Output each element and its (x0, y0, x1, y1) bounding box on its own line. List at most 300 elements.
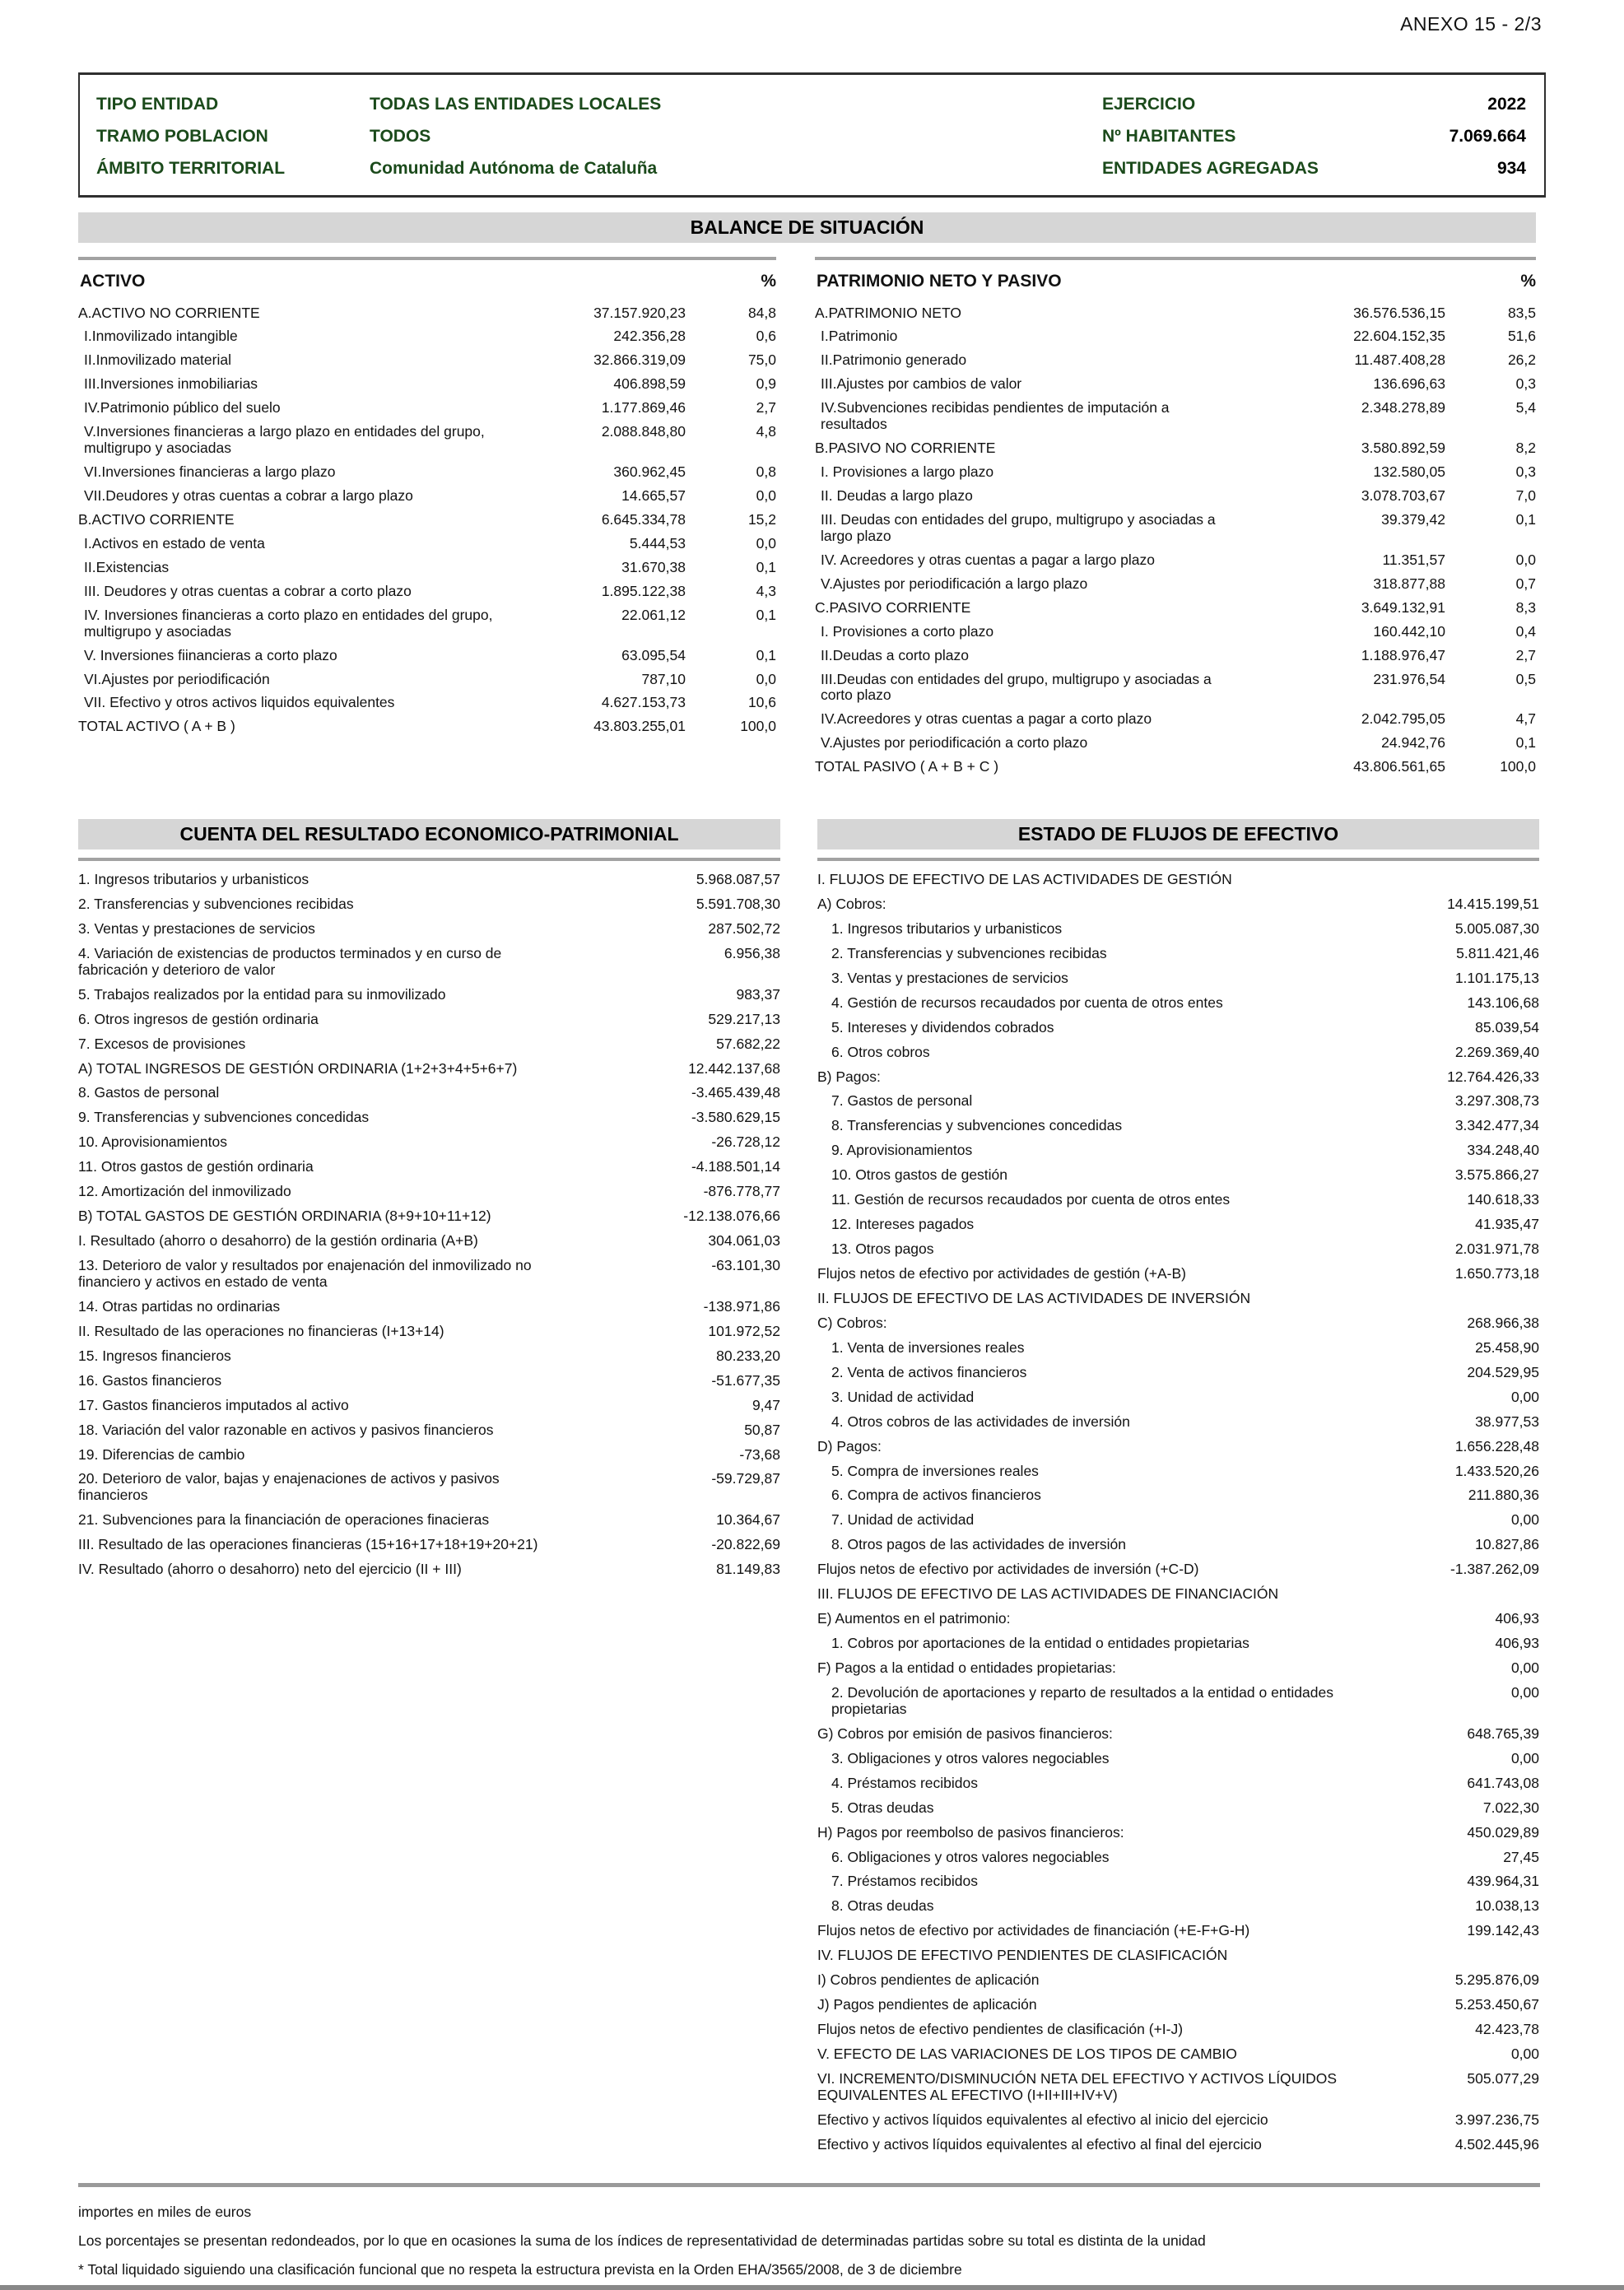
row-amount: 14.665,57 (621, 487, 686, 504)
table-row (817, 1993, 1539, 2018)
table-row (78, 421, 776, 461)
table-row (78, 1057, 780, 1082)
row-percent: 84,8 (747, 304, 776, 321)
row-amount: 983,37 (736, 985, 780, 1003)
row-percent: 0,6 (756, 328, 776, 345)
row-amount: 80.233,20 (716, 1347, 780, 1364)
row-amount: 3.342.477,34 (1454, 1117, 1539, 1134)
cashflow-rows (817, 868, 1539, 2157)
row-label: B.PASIVO NO CORRIENTE (815, 440, 996, 457)
row-label: 5. Compra de inversiones reales (831, 1462, 1039, 1479)
row-amount: 1.177.869,46 (601, 399, 686, 417)
row-amount: 648.765,39 (1467, 1724, 1539, 1742)
table-row (817, 1065, 1539, 1090)
row-amount: 5.295.876,09 (1454, 1971, 1539, 1989)
footer-units-note: importes en miles de euros (78, 2204, 252, 2220)
table-row (817, 1681, 1539, 1722)
balance-title-bar (78, 212, 1536, 243)
row-amount: -20.822,69 (711, 1536, 780, 1553)
row-amount: 0,00 (1510, 1659, 1539, 1676)
row-label: F) Pagos a la entidad o entidades propietarias: (817, 1659, 1116, 1676)
row-amount: 12.442.137,68 (688, 1059, 780, 1077)
row-label: I. Resultado (ahorro o desahorro) de la gestión ordinaria (A+B) (78, 1232, 478, 1250)
row-amount: 231.976,54 (1373, 670, 1445, 687)
table-row (78, 1254, 780, 1295)
table-row (78, 1533, 780, 1557)
table-row (78, 325, 776, 349)
income-title-bar (78, 819, 780, 849)
row-amount: 334.248,40 (1467, 1142, 1539, 1159)
row-percent: 0,1 (756, 606, 776, 623)
income-column (78, 858, 780, 1582)
footer-rounding-note: Los porcentajes se presentan redondeados, por lo que en ocasiones la suma de los índices de representatividad de determinadas partidas sobre su total es distinta de la unidad (78, 2232, 1206, 2249)
row-label: 4. Otros cobros de las actividades de inversión (831, 1413, 1130, 1430)
row-label: Flujos netos de efectivo por actividades de gestión (+A-B) (817, 1265, 1186, 1282)
balance-title: BALANCE DE SITUACIÓN (690, 216, 924, 238)
row-label: 1. Ingresos tributarios y urbanisticos (78, 871, 309, 887)
row-percent: 0,5 (1515, 670, 1536, 687)
row-percent: 2,7 (1515, 646, 1536, 663)
table-row (817, 1943, 1539, 1968)
report-header-box (78, 72, 1546, 198)
table-row (817, 1237, 1539, 1262)
row-label: 15. Ingresos financieros (78, 1347, 231, 1364)
table-row (78, 1081, 780, 1105)
table-row (78, 942, 780, 983)
row-amount: 4.502.445,96 (1454, 2135, 1539, 2153)
row-label: 4. Gestión de recursos recaudados por cuenta de otros entes (831, 994, 1223, 1011)
row-amount: 12.764.426,33 (1447, 1068, 1539, 1085)
row-label: 4. Préstamos recibidos (831, 1774, 978, 1791)
row-label: TOTAL ACTIVO ( A + B ) (78, 718, 235, 735)
row-label: 16. Gastos financieros (78, 1371, 222, 1389)
income-rows (78, 868, 780, 1582)
cashflow-title-bar (817, 819, 1539, 849)
row-label: 9. Transferencias y subvenciones concedidas (78, 1109, 370, 1126)
table-row (815, 732, 1536, 756)
row-amount: 27,45 (1503, 1848, 1539, 1865)
row-amount: 101.972,52 (708, 1322, 780, 1339)
row-label: I. Provisiones a largo plazo (821, 463, 994, 481)
row-label: 19. Diferencias de cambio (78, 1445, 245, 1463)
row-label: I. Provisiones a corto plazo (821, 622, 994, 640)
row-amount: 10.038,13 (1475, 1897, 1539, 1915)
row-amount: -51.677,35 (711, 1371, 780, 1389)
row-label: 1. Ingresos tributarios y urbanisticos (831, 919, 1063, 937)
row-amount: 5.811.421,46 (1456, 944, 1539, 961)
table-row (815, 756, 1536, 780)
row-label: B.ACTIVO CORRIENTE (78, 510, 235, 528)
table-row (78, 1295, 780, 1320)
row-percent: 26,2 (1507, 351, 1536, 369)
pasivo-column (815, 257, 1536, 780)
row-label: 7. Préstamos recibidos (831, 1873, 978, 1890)
table-row (815, 461, 1536, 485)
table-row (815, 325, 1536, 349)
row-label: 6. Obligaciones y otros valores negociables (831, 1848, 1110, 1865)
row-amount: 5.005.087,30 (1454, 919, 1539, 937)
row-amount: 10.364,67 (716, 1511, 780, 1529)
row-label: VI. INCREMENTO/DISMINUCIÓN NETA DEL EFECTIVO Y ACTIVOS LÍQUIDOS EQUIVALENTES AL EFECTIVO (I+II+III+IV+V) (817, 2069, 1338, 2103)
column-divider (815, 257, 1536, 260)
row-amount: -26.728,12 (711, 1133, 780, 1151)
row-label: II.Patrimonio generado (821, 351, 967, 369)
row-label: A) TOTAL INGRESOS DE GESTIÓN ORDINARIA (1+2+3+4+5+6+7) (78, 1059, 518, 1077)
row-amount: 787,10 (641, 670, 686, 687)
table-row (78, 1032, 780, 1057)
row-amount: 5.444,53 (629, 534, 686, 552)
table-row (817, 1163, 1539, 1188)
table-row (817, 1869, 1539, 1894)
row-label: 7. Gastos de personal (831, 1092, 973, 1110)
row-percent: 10,6 (747, 694, 776, 711)
row-percent: 2,7 (756, 399, 776, 417)
row-label: V.Ajustes por periodificación a largo plazo (821, 575, 1088, 592)
row-amount: -12.138.076,66 (683, 1208, 780, 1225)
row-label: 17. Gastos financieros imputados al activo (78, 1396, 349, 1413)
row-label: II. FLUJOS DE EFECTIVO DE LAS ACTIVIDADES DE INVERSIÓN (817, 1289, 1251, 1306)
row-amount: 3.575.866,27 (1454, 1166, 1539, 1184)
row-label: II. Deudas a largo plazo (821, 487, 973, 504)
row-percent: 0,0 (756, 487, 776, 504)
row-label: E) Aumentos en el patrimonio: (817, 1610, 1011, 1627)
row-percent: 0,9 (756, 375, 776, 393)
row-label: 2. Devolución de aportaciones y reparto de resultados a la entidad o entidades propietarias (831, 1683, 1333, 1717)
table-row (817, 1968, 1539, 1993)
row-label: Flujos netos de efectivo pendientes de clasificación (+I-J) (817, 2021, 1184, 2038)
table-row (815, 397, 1536, 437)
row-label: A.ACTIVO NO CORRIENTE (78, 304, 260, 321)
header-left-label: ÁMBITO TERRITORIAL (96, 159, 286, 179)
row-label: 14. Otras partidas no ordinarias (78, 1297, 281, 1315)
row-label: III. FLUJOS DE EFECTIVO DE LAS ACTIVIDADES DE FINANCIACIÓN (817, 1585, 1279, 1603)
row-amount: 4.627.153,73 (601, 694, 686, 711)
row-amount: 3.297.308,73 (1454, 1092, 1539, 1110)
table-row (78, 603, 776, 644)
table-row (817, 1262, 1539, 1287)
row-amount: 39.379,42 (1381, 510, 1445, 528)
row-amount: -876.778,77 (703, 1183, 780, 1200)
row-label: 3. Ventas y prestaciones de servicios (78, 919, 315, 937)
column-divider (78, 257, 776, 260)
pasivo-rows (815, 301, 1536, 780)
row-amount: 406,93 (1495, 1635, 1539, 1652)
row-amount: 1.188.976,47 (1361, 646, 1445, 663)
row-label: I) Cobros pendientes de aplicación (817, 1971, 1040, 1989)
table-row (817, 1796, 1539, 1821)
row-label: 8. Otras deudas (831, 1897, 934, 1915)
table-row (78, 556, 776, 579)
row-amount: 3.078.703,67 (1361, 487, 1445, 504)
row-label: V. Inversiones fiinancieras a corto plazo (84, 646, 337, 663)
row-label: B) Pagos: (817, 1068, 881, 1085)
row-label: IV. Acreedores y otras cuentas a pagar a largo plazo (821, 551, 1155, 568)
header-right-label: EJERCICIO (1102, 94, 1196, 114)
table-row (78, 1557, 780, 1582)
row-amount: 0,00 (1510, 1749, 1539, 1766)
row-label: III.Ajustes por cambios de valor (821, 375, 1022, 393)
table-row (817, 1336, 1539, 1361)
row-percent: 7,0 (1515, 487, 1536, 504)
row-label: 6. Otros ingresos de gestión ordinaria (78, 1010, 319, 1027)
row-amount: 204.529,95 (1467, 1363, 1539, 1380)
row-label: 8. Gastos de personal (78, 1084, 220, 1101)
row-amount: 406,93 (1495, 1610, 1539, 1627)
table-row (817, 1361, 1539, 1385)
row-amount: 2.031.971,78 (1454, 1240, 1539, 1258)
row-label: III.Deudas con entidades del grupo, multigrupo y asociadas a corto plazo (821, 670, 1212, 704)
row-amount: 14.415.199,51 (1447, 895, 1539, 912)
row-label: A) Cobros: (817, 895, 886, 912)
table-row (78, 1320, 780, 1344)
row-amount: 31.670,38 (621, 558, 686, 575)
row-percent: 0,4 (1515, 622, 1536, 640)
row-label: 13. Deterioro de valor y resultados por enajenación del inmovilizado no financiero y activos en estado de venta (78, 1257, 532, 1290)
row-amount: 43.803.255,01 (593, 718, 686, 735)
table-row (78, 668, 776, 691)
table-row (817, 1459, 1539, 1484)
row-label: Efectivo y activos líquidos equivalentes al efectivo al inicio del ejercicio (817, 2111, 1268, 2128)
row-label: Flujos netos de efectivo por actividades de inversión (+C-D) (817, 1561, 1199, 1578)
table-row (817, 1040, 1539, 1065)
row-label: IV.Patrimonio público del suelo (84, 399, 281, 417)
table-row (817, 1410, 1539, 1435)
row-amount: 3.649.132,91 (1361, 598, 1445, 616)
table-row (817, 1771, 1539, 1796)
header-field-row (96, 95, 1526, 114)
activo-column-header (78, 267, 776, 301)
row-label: 13. Otros pagos (831, 1240, 934, 1258)
table-row (817, 1631, 1539, 1656)
row-amount: 5.253.450,67 (1454, 1996, 1539, 2013)
row-amount: 3.997.236,75 (1454, 2111, 1539, 2128)
row-label: IV.Acreedores y otras cuentas a pagar a corto plazo (821, 710, 1152, 728)
row-label: IV. Resultado (ahorro o desahorro) neto del ejercicio (II + III) (78, 1561, 462, 1578)
table-row (817, 1919, 1539, 1943)
row-label: C.PASIVO CORRIENTE (815, 598, 971, 616)
row-amount: 242.356,28 (613, 328, 686, 345)
page-annotation: ANEXO 15 - 2/3 (1400, 13, 1542, 35)
table-row (817, 1287, 1539, 1311)
row-amount: -1.387.262,09 (1450, 1561, 1539, 1578)
row-amount: 25.458,90 (1475, 1338, 1539, 1356)
row-amount: 1.895.122,38 (601, 582, 686, 599)
row-amount: 6.645.334,78 (601, 510, 686, 528)
row-percent: 4,8 (756, 423, 776, 440)
row-amount: 641.743,08 (1467, 1774, 1539, 1791)
row-percent: 0,3 (1515, 463, 1536, 481)
row-label: G) Cobros por emisión de pasivos financieros: (817, 1724, 1113, 1742)
row-percent: 83,5 (1507, 304, 1536, 321)
row-label: 7. Unidad de actividad (831, 1511, 975, 1529)
table-row (78, 917, 780, 942)
row-label: II.Deudas a corto plazo (821, 646, 969, 663)
table-row (817, 917, 1539, 942)
row-label: 8. Transferencias y subvenciones concedidas (831, 1117, 1123, 1134)
row-label: 9. Aprovisionamientos (831, 1142, 973, 1159)
table-row (817, 1114, 1539, 1138)
table-row (817, 1821, 1539, 1845)
row-amount: 1.101.175,13 (1454, 969, 1539, 986)
row-amount: -3.465.439,48 (691, 1084, 780, 1101)
table-row (78, 1229, 780, 1254)
table-row (815, 596, 1536, 620)
table-row (815, 373, 1536, 397)
row-label: IV.Subvenciones recibidas pendientes de imputación a resultados (821, 399, 1170, 433)
table-row (78, 892, 780, 917)
row-percent: 0,1 (756, 558, 776, 575)
table-row (78, 1467, 780, 1508)
row-amount: -73,68 (739, 1445, 780, 1463)
row-label: C) Cobros: (817, 1314, 887, 1331)
row-label: I. FLUJOS DE EFECTIVO DE LAS ACTIVIDADES DE GESTIÓN (817, 871, 1232, 887)
row-percent: 75,0 (747, 351, 776, 369)
row-amount: 287.502,72 (708, 919, 780, 937)
row-amount: 1.650.773,18 (1454, 1265, 1539, 1282)
row-label: I.Activos en estado de venta (84, 534, 265, 552)
table-row (78, 349, 776, 373)
row-amount: 2.269.369,40 (1454, 1043, 1539, 1060)
table-row (817, 1385, 1539, 1410)
row-amount: 2.348.278,89 (1361, 399, 1445, 417)
row-amount: -63.101,30 (711, 1257, 780, 1273)
row-amount: 0,00 (1510, 1388, 1539, 1405)
table-row (817, 991, 1539, 1016)
row-percent: 0,1 (756, 646, 776, 663)
row-label: 7. Excesos de provisiones (78, 1035, 246, 1052)
row-amount: -3.580.629,15 (691, 1109, 780, 1126)
row-label: II.Existencias (84, 558, 170, 575)
table-row (817, 1722, 1539, 1747)
table-row (78, 983, 780, 1008)
table-row (78, 868, 780, 892)
row-amount: 132.580,05 (1373, 463, 1445, 481)
row-label: V.Ajustes por periodificación a corto plazo (821, 734, 1088, 752)
header-left-label: TIPO ENTIDAD (96, 94, 219, 114)
row-label: V. EFECTO DE LAS VARIACIONES DE LOS TIPOS DE CAMBIO (817, 2046, 1237, 2062)
table-row (817, 892, 1539, 917)
row-amount: 37.157.920,23 (593, 304, 686, 321)
row-label: 20. Deterioro de valor, bajas y enajenaciones de activos y pasivos financieros (78, 1470, 500, 1504)
table-row (817, 1607, 1539, 1631)
table-row (817, 1311, 1539, 1336)
row-amount: 160.442,10 (1373, 622, 1445, 640)
row-percent: 100,0 (740, 718, 776, 735)
row-amount: 11.351,57 (1382, 551, 1445, 568)
row-amount: 63.095,54 (621, 646, 686, 663)
row-amount: 199.142,43 (1467, 1922, 1539, 1939)
row-amount: 143.106,68 (1467, 994, 1539, 1011)
row-amount: 2.042.795,05 (1361, 710, 1445, 728)
row-label: VII. Efectivo y otros activos liquidos equivalentes (84, 694, 395, 711)
table-row (817, 1845, 1539, 1870)
table-row (78, 373, 776, 397)
row-amount: 50,87 (744, 1421, 780, 1438)
table-row (817, 1483, 1539, 1508)
table-row (817, 2067, 1539, 2108)
row-label: 8. Otros pagos de las actividades de inversión (831, 1536, 1126, 1553)
header-right-label: ENTIDADES AGREGADAS (1102, 159, 1319, 179)
footer-asterisk-note: * Total liquidado siguiendo una clasificación funcional que no respeta la estructura prevista en la Orden EHA/3565/2008, de 3 de diciembre (78, 2261, 962, 2278)
row-amount: 38.977,53 (1475, 1413, 1539, 1430)
table-row (78, 715, 776, 739)
table-row (78, 1369, 780, 1394)
row-label: 1. Venta de inversiones reales (831, 1338, 1025, 1356)
table-row (817, 2108, 1539, 2133)
cashflow-title: ESTADO DE FLUJOS DE EFECTIVO (1017, 823, 1339, 845)
table-row (78, 301, 776, 325)
footer-divider (78, 2183, 1540, 2187)
table-row (817, 942, 1539, 966)
row-percent: 0,1 (1515, 510, 1536, 528)
table-row (78, 644, 776, 668)
row-amount: 3.580.892,59 (1361, 440, 1445, 457)
table-row (815, 708, 1536, 732)
row-amount: 304.061,03 (708, 1232, 780, 1250)
table-row (78, 1508, 780, 1533)
row-label: 10. Aprovisionamientos (78, 1133, 227, 1151)
header-left-value: Comunidad Autónoma de Cataluña (370, 159, 658, 179)
row-amount: 268.966,38 (1467, 1314, 1539, 1331)
cashflow-column (817, 858, 1539, 2157)
table-row (817, 1212, 1539, 1237)
header-field-row (96, 127, 1526, 147)
table-row (815, 620, 1536, 644)
row-label: 2. Venta de activos financieros (831, 1363, 1027, 1380)
row-amount: 32.866.319,09 (593, 351, 686, 369)
row-amount: 57.682,22 (716, 1035, 780, 1052)
table-row (78, 579, 776, 603)
row-amount: 24.942,76 (1381, 734, 1445, 752)
table-row (817, 1557, 1539, 1582)
row-label: 5. Otras deudas (831, 1799, 934, 1816)
row-amount: 22.061,12 (621, 606, 686, 623)
row-label: 4. Variación de existencias de productos terminados y en curso de fabricación y deterioro de valor (78, 944, 502, 978)
header-left-value: TODAS LAS ENTIDADES LOCALES (370, 94, 662, 114)
row-label: J) Pagos pendientes de aplicación (817, 1996, 1037, 2013)
table-row (78, 532, 776, 556)
row-amount: 439.964,31 (1467, 1873, 1539, 1890)
table-row (78, 1130, 780, 1155)
header-field-row (96, 159, 1526, 179)
row-percent: 0,7 (1515, 575, 1536, 592)
row-label: IV. Inversiones financieras a corto plazo en entidades del grupo, multigrupo y asociadas (84, 606, 493, 640)
row-amount: 450.029,89 (1467, 1823, 1539, 1841)
table-row (815, 644, 1536, 668)
row-amount: 529.217,13 (708, 1010, 780, 1027)
row-label: B) TOTAL GASTOS DE GESTIÓN ORDINARIA (8+9+10+11+12) (78, 1208, 491, 1225)
pasivo-percent-header: % (1520, 272, 1536, 291)
row-percent: 0,8 (756, 463, 776, 481)
table-row (815, 548, 1536, 572)
row-label: I.Inmovilizado intangible (84, 328, 238, 345)
row-percent: 0,0 (756, 670, 776, 687)
row-amount: 136.696,63 (1373, 375, 1445, 393)
row-label: 2. Transferencias y subvenciones recibidas (78, 895, 354, 912)
table-row (78, 1008, 780, 1032)
activo-column (78, 257, 776, 739)
row-label: 6. Otros cobros (831, 1043, 930, 1060)
income-title: CUENTA DEL RESULTADO ECONOMICO-PATRIMONIAL (179, 823, 679, 845)
row-label: Flujos netos de efectivo por actividades de financiación (+E-F+G-H) (817, 1922, 1250, 1939)
row-percent: 5,4 (1515, 399, 1536, 417)
row-label: 1. Cobros por aportaciones de la entidad o entidades propietarias (831, 1635, 1249, 1652)
table-row (815, 668, 1536, 708)
table-row (817, 1656, 1539, 1681)
row-amount: 0,00 (1510, 2046, 1539, 2062)
row-amount: 10.827,86 (1475, 1536, 1539, 1553)
page-footer (78, 2183, 1540, 2290)
